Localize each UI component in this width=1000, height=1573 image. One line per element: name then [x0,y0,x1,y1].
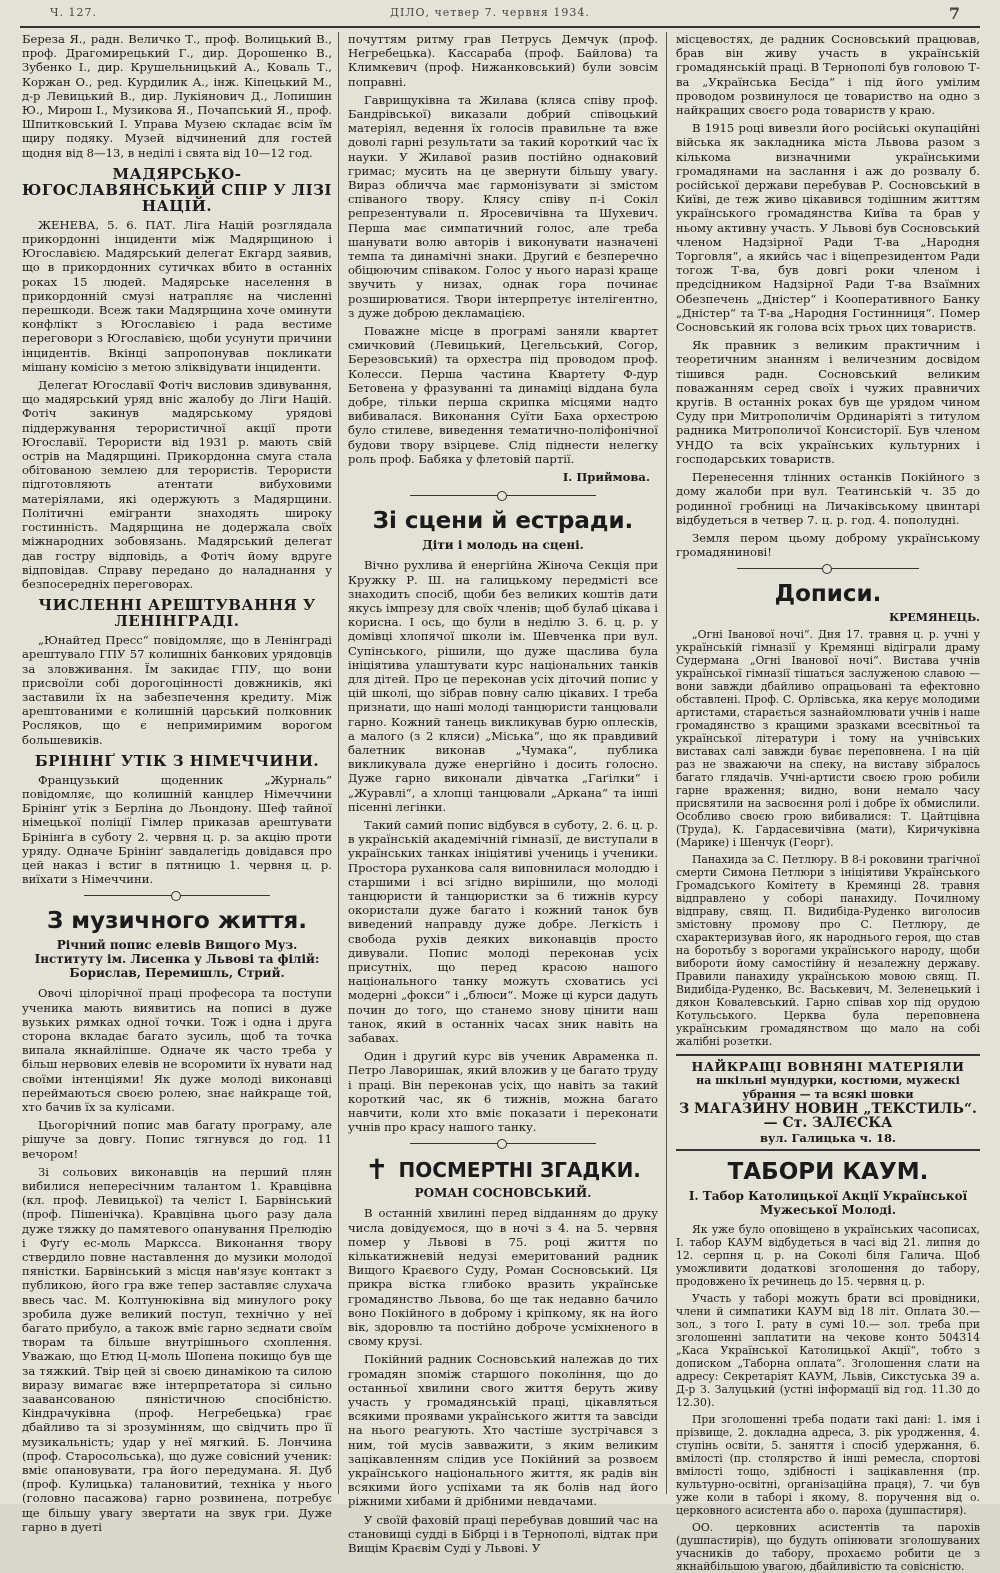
museum-paragraph: Береза Я., радн. Величко Т., проф. Волицький В., проф. Драгомирецький Г., дир. Дорошенко В., Зубенко І., дир. Крушельницький А., Коваль Т., Коржан О., ред. Курдилик А., інж. Кіпецький М., д-р Левицький В., дир. Лукіянович Д., Лопишин Ю., Мирош І., Музикова Я., Почапський Я., проф. Шпитковський І. Управа Музею складає всім їм щиру подяку. Музей відчинений для гостей щодня від 8—13, в неділі і свята від 10—12 год. [22,32,332,160]
article-paragraph: В останній хвилині перед відданням до друку числа довідуємося, що в ночі з 4. на 5. червня помер у Львові в 75. році життя по кількатижневій недузі емеритований радник Вищого Краєвого Суду, Роман Сосновський. Ця прикра вістка глибоко вразить українське громадянство Львова, бо ще так недавно бачило воно Покійного в доброму і кріпкому, як на його вік, здоровлю та постійно доброче усміхненого в свому крузі. [348,1206,658,1349]
obituary-name: РОМАН СОСНОВСЬКИЙ. [414,1186,592,1201]
section-title-dopysy: Дописи. [774,581,882,608]
section-subtitle-music: Річний попис елевів Вищого Муз. Інституту ім. Лисенка у Львові та філій: Борислав, Перемишль, Стрий. [34,938,320,981]
ad-line: на шкільні мундурки, костюми, мужескі убрання — та всякі шовки [696,1073,960,1101]
dateline-place: КРЕМЯНЕЦЬ. [889,611,980,625]
article-paragraph: Французький щоденник „Журналь“ повідомляє, що колишній канцлер Німеччини Брінінґ утік з Берліна до Льондону. Шеф тайної німецької поліції Гімлер приказав арештувати Брінінґа в суботу 2. червня ц. р. за акцію проти уряду. Одначе Брінінґ завдалегідь довідався про цей наказ і встиг в пятницю 1. червня ц. р. виїхати з Німеччини. [22,772,332,887]
column-2 [348,32,658,1556]
section-title-stage: Зі сцени й естради. [372,508,634,535]
article-paragraph: „Юнайтед Пресс“ повідомляє, що в Ленінграді арештувало ГПУ 57 колишніх банкових урядовців за зловживання. Їм закидає ГПУ, що вони присвоїли собі дорогоцінності довжників, які заставили їх на забезпечення кредиту. Між арештованими є колишній царський полковник Росляков, що є непримиримим ворогом большевиків. [22,633,332,747]
section-separator [676,563,980,573]
page-header [20,4,980,24]
article-paragraph: Зі сольових виконавців на перший плян вибилися непересічним талантом 1. Кравцівна (кл. проф. Левицької) та челіст І. Барвінський (проф. Пішенічка). Кравцівна цього разу дала дуже тяжку до памятевого опанування Прелюдію і Фуґу ес-моль Марксса. Виконання твору ствердило повне наставлення до музики молодої пяністки. Барвінський з місця нав'язує контакт з публикою, його гра вже тепер заставляє слухача ввесь час. М. Колтунюківна від минулого року зробила дуже великий поступ, технічно у неї багато прибуло, а також вміє гарно зєднати своїм творам та більше внутрішнього схоплення. Уважаю, що Етюд Ц-моль Шопена покищо був ще за тяжкий. Твір цей зі своєю динамікою та силою виразу вимагає вже інтерпретатора зі сильно зааванcованою пяністичною спосібністю. Кіндрачуківна (проф. Негребецька) грає дбайливо та зі зрозумінням, що свідчить про її музикальність; удар у неї мягкий. Б. Лончина (проф. Старосольська), що дуже совісний ученик: вміє опановувати, гра його передумана. Я. Дуб (проф. Кулицька) талановитий, техніка у нього (головно пасажова) гарно розвинена, потребує ще більшу увагу звертати на звук гри. Дуже гарно в дуеті [22,1164,332,1534]
article-paragraph: При зголошенні треба подати такі дані: 1. імя і прізвище, 2. докладна адреса, 3. рік уродження, 4. ступінь освіти, 5. заняття і спосіб удержання, 6. вмілості (пр. столярство й інші ремесла, спортові вмілості тощо, здібності і зацікавлення (пр. культурно-освітні, організаційна праця), 7. чи був уже коли в таборі і якому, 8. поручення від о. церковного асистента або о. пароха (душпастиря). [676,1412,980,1517]
article-paragraph: Овочі цілорічної праці професора та поступи ученика мають виявитись на пописі в дуже вузьких рямках одної точки. Тож і одна і друга сторона вкладає багато зусиль, щоб та точка випала якнайліпше. Одначе як часто треба у більш нервових елевів не всоромити їх нувати над своїми інтенціями! Як дуже молоді виконавці переймаються своєю ролею, знає найкраще той, хто бачив їх за кулісами. [22,986,332,1114]
section-subtitle-kaum: І. Табор Католицької Акції Української Мужеської Молоді. [688,1188,968,1217]
article-paragraph: Панахида за С. Петлюру. В 8-і роковини трагічної смерти Симона Петлюри з ініціятиви Українського Громадського Комітету в Кремянці 28. травня відправлено у соборі панахиду. Почилному відправу, свящ. П. Видибіда-Руденко виголосив змістовну промову про С. Петлюру, де схарактеризував його, як народнього героя, що став на боротьбу з ворогами українського народу, щоби вибороти йому самостійну й незалежну державу. Правили панахиду українською мовою свящ. П. Видибіда-Руденко, Вс. Васькевич, М. Зеленецький і дякон Ковалевський. Гарно співав хор під орудою Котульського. Церква була переповнена українським громадянством що мало на собі жалібні розетки. [676,852,980,1048]
article-paragraph: В 1915 році вивезли його російські окупаційні війська як закладника міста Львова разом з кількома визначними українськими громадянами на заслання і аж до розвалу б. російської держави перебував Р. Сосновський в Київі, де теж живо цікавився тодішним життям українського громадянства Київа та брав у ньому активну участь. У Львові був Сосновський членом Надзірної Ради Т-ва „Народня Торговля“, а якийсь час і віцепрезидентом Ради тогож Т-ва, був довгі роки членом і предсідником Надзірної Ради Т-ва Взаїмних Обезпечень „Дністер“ і Кооперативного Банку „Дністер“ та Т-ва „Народня Гостинниця“. Помер Сосновський як голова всіх трьох цих товариств. [676,121,980,335]
article-paragraph: Такий самий попис відбувся в суботу, 2. 6. ц. р. в українській академічній гімназії, де виступали в українських танках ініціятиві учениць і ученики. Простора руханкова саля виповнилася молоддю і старшими і всі згідно вирішили, що молоді танцюристи й танцюристки за 6 тижнів курсу окористали дуже багато і кожний танок був виведений направду дуже добре. Легкість і свобода рухів деяких виконавців просто дивували. Попис молоді переконав усіх присутніх, що перед красою нашого національного танку можуть сховатись усі модерні „фокси“ і „блюси“. Може ці курси дадуть почин до того, що станемо знову цінити наш танок, який в останніх часах зник навіть на забавах. [348,817,658,1045]
article-paragraph: ОО. церковних асистентів та парохів (душпастирів), що будуть опінювати зголошуваних учасників до табору, прохаємо робити це з якнайбільшою увагою, дбайливістю та совісністю. [676,1520,980,1573]
article-paragraph: Покійний радник Сосновський належав до тих громадян зпоміж старшого покоління, що до останньої хвилини свого життя беруть живу участь у громадянській праці, цікавляться всякими проявами українського життя та завсіди на нього реагують. Хто частіше зустрічався з ним, той мусів завважити, з яким великим зацікавленням слідив усе Покійний за розвоєм українського національного життя, як радів він всякими його успіхами та як болів над його ріжними хибами й дрібними невдачами. [348,1352,658,1509]
column-divider [338,32,339,1494]
article-paragraph: почуттям ритму грав Петрусь Демчук (проф. Негребецька). Кассараба (проф. Байлова) та Климкевич (проф. Нижанковський) були зовсім поправні. [348,32,658,89]
textile-advertisement [676,1054,980,1151]
section-subtitle-stage: Діти і молодь на сцені. [422,538,584,553]
ad-line: НАЙКРАЩІ ВОВНЯНІ МАТЕРІЯЛИ [691,1058,965,1074]
ad-line: З МАГАЗИНУ НОВИН „ТЕКСТИЛЬ“. — Ст. ЗАЛЄСКА [679,1101,977,1132]
article-paragraph: Поважне місце в програмі заняли квартет смичковий (Левицький, Цегельський, Согор, Березовський) та орхестра під проводом проф. Колесси. Перша частина Квартету Ф-дур Бетовена у фразуванні та динаміці віддана була добре, тільки перша скрипка місцями надто вибивалася. Виконання Суїти Баха орхестрою було стилеве, виведення тематично-поліфонічної будови твору взірцеве. Слід піднести нелегку роль проф. Бабяка у флетовій партії. [348,324,658,466]
article-paragraph: Участь у таборі можуть брати всі провідники, члени й симпатики КАУМ від 18 літ. Оплата 30.— зол., з того І. рату в сумі 10.— зол. треба при зголошенні заплатити на чекове конто 504314 „Каса Української Католицької Акції“, тобто з дописком „Таборна оплата“. Зголошення слати на адресу: Секретаріят КАУМ, Львів, Сикстуська 39 а. Д-р З. Залуцький (устні інформації від год. 11.30 до 12.30). [676,1291,980,1409]
ad-line: вул. Галицька ч. 18. [760,1130,896,1145]
article-title-leningrad-arrests: ЧИСЛЕННІ АРЕШТУВАННЯ У ЛЕНІНГРАДІ. [38,596,316,631]
article-paragraph: Цьогорічний попис мав багату програму, але рішуче за довгу. Попис тягнувся до год. 11 вечором! [22,1118,332,1161]
article-paragraph: місцевостях, де радник Сосновський працював, брав він живу участь в українській громадянській праці. В Тернополі був головою Т-ва „Українська Бесіда“ і під його умілим проводом розвинулося це товариство на одно з найкращих своєго рода товариств у краю. [676,32,980,118]
section-separator [348,1138,658,1148]
section-title-kaum: ТАБОРИ КАУМ. [727,1158,929,1185]
article-paragraph: Як правник з великим практичним і теоретичним знанням і величезним досвідом тішився радн. Сосновський великим поважанням серед своїх і чужих правничих кругів. В останніх роках був ще урядом чином Суду при Митрополичім Ординаріяті з титулом радника Митрополичої Консисторії. Був членом УНДО та всіх українських культурних і господарських товариств. [676,338,980,466]
article-paragraph: Як уже було оповіщено в українських часописах, І. табор КАУМ відбудеться в часі від 21. липня до 12. серпня ц. р. на Соколі біля Галича. Щоб уможливити додаткові зголошення до табору, продовжено їх речинець до 15. червня ц. р. [676,1222,980,1288]
page-number: 7 [948,4,960,23]
article-title-hungarian-yugoslav: МАДЯРСЬКО-ЮГОСЛАВЯНСЬКИЙ СПІР У ЛІЗІ НАЦІЙ. [22,164,332,215]
cross-icon: ✝ [365,1153,389,1187]
issue-number: Ч. 127. [50,6,97,19]
article-paragraph: Земля пером цьому доброму українському громадянинові! [676,530,980,560]
article-paragraph: Гаврищуківна та Жилава (кляса співу проф. Бандрівської) виказали добрий співоцький матеріял, ведення їх голосів правильне та вже доволі гарні результати за такий короткий час їх науки. У Жилавої разив постійно однаковий гримас; мусить на це звернути більшу увагу. Вираз обличча має гармонізувати зі змістом співаного твору. Клясу співу п-і Сокіл репрезентували п. Яросевичівна та Шухевич. Перша має симпатичний голос, але треба шанувати волю авторів і виконувати назначені темпа та динамічні знаки. Другий є безперечно обіцюючим співаком. Голос у нього наразі краще звучить у низах, однак гора починає розширюватися. Твори інтерпретує інтелігентно, з дуже доброю декламацією. [348,92,658,320]
article-paragraph: ЖЕНЕВА, 5. 6. ПАТ. Ліга Націй розглядала прикордонні інциденти між Мадярщиною і Югославією. Мадярський делегат Екгард заявив, що в прикордонних сутичках вбито в останніх роках 15 людей. Мадярське населення в прикордонній смузі натрапляє на численні перешкоди. Всеж таки Мадярщина хоче оминути конфлікт з Югославією і рада вестиме переговори з Югославією, щоби усунути причини інцидентів. Вкінці запропонував покликати мішану комісію з метою зліквідувати інциденти. [22,217,332,374]
masthead-date: ДІЛО, четвер 7. червня 1934. [390,6,590,19]
article-paragraph: „Огні Іванової ночі“. Дня 17. травня ц. р. учні у українській гімназії у Кремянці відіграли драму Судермана „Огні Іванової ночі“. Вистава учнів української гімназії тішаться заслуженою славою — вони завжди дбайливо опрацьовані та ефектовно обставлені. Проф. С. Орлівська, яка керує молодими артистами, старається зазнайомлювати учнів і наше громадянство з кращими зразками всесвітньої та української літератури і тому на учнівських виставах салі завжди буває переповнена. І на цій раз не зважаючи на спеку, на виставу зібралось багато глядачів. Учні-артисти своєю грою робили гарне враження; видно, вони немало часу присвятили на засвоєння ролі і добре їх обмислили. Особливо своєю грою вибивалися: Т. Цайтцівна (Труда), К. Гардасевичівна (мати), Киричуківна (Марике) і Шенчук (Георг). [676,627,980,849]
section-title-music: З музичного життя. [46,908,308,935]
header-rule [20,26,980,28]
section-title-obituaries: ПОСМЕРТНІ ЗГАДКИ. [398,1158,641,1183]
article-title-bruning: БРІНІНҐ УТІК З НІМЕЧЧИНИ. [34,751,320,770]
article-paragraph: У своїй фаховій праці перебував довший час на становищі судді в Бібрці і в Тернополі, відтак при Вищім Краєвім Суді у Львові. У [348,1512,658,1556]
obituary-header [348,1153,658,1187]
section-separator [348,490,658,500]
article-paragraph: Делегат Югославії Фотіч висловив здивування, що мадярський уряд вніс жалобу до Ліги Націй. Фотіч закинув мадярському урядові піддержування терористичної акції проти Югославії. Терористи від 1931 р. мають свій острів на Мадярщині. Прикордонна смуга стала обітованою землею для терористів. Терористи підготовляють атентати вибуховими матеріялами, які одержують з Мадярщини. Політичні емігранти знаходять широку гостинність. Мадярщина не додержала своїх міжнародних зобовязань. Мадярський делегат дав гостру відповідь, а Фотіч йому вдруге відповідав. Справу передано до наладнання у безпосередніх переговорах. [22,378,332,591]
section-separator [22,890,332,900]
column-1 [22,32,332,1534]
author-signature: І. Приймова. [562,470,650,485]
column-divider [666,32,667,1494]
article-paragraph: Перенесення тлінних останків Покійного з дому жалоби при вул. Театинській ч. 35 до родинної гробниці на Личаківському цвинтарі відбудеться в четвер 7. ц. р. год. 4. пополудні. [676,470,980,527]
column-3 [676,32,980,1573]
article-paragraph: Один і другий курс вів ученик Авраменка п. Петро Лаворишак, який вложив у це багато труду і праці. Він переконав усіх, що навіть за такий короткий час, як 6 тижнів, можна багато навчити, коли хто вміє показати і переконати учнів про красу нашого танку. [348,1049,658,1135]
article-paragraph: Вічно рухлива й енергійна Жіноча Секція при Кружку Р. Ш. на галицькому передмісті все знаходить спосіб, щоби без великих коштів дати якусь імпрезу для своїх членів; щоб булаб цікава і корисна. І ось, що були в неділю 3. 6. ц. р. у домівці хлопячої школи ім. Шевченка при вул. Супінського, рішили, що дуже щаслива була ініціятива улаштувати курс національних танків для дітей. Про це переконав усіх діточий попис у цій школі, що зібрав повну салю цікавих. І треба признати, що наші молоді танцюристи танцювали гарно. Кожний танець викликував бурю оплесків, а малого (з 2 кляси) „Міська“, що як правдивий балетник виконав „Чумака“, публика викликувала дуже енергійно і досить голосно. Дуже гарно виконали дівчатка „Гаґілки“ і „Журавлі“, а хлопці танцювали „Аркана“ та інші пісенні легінки. [348,558,658,814]
